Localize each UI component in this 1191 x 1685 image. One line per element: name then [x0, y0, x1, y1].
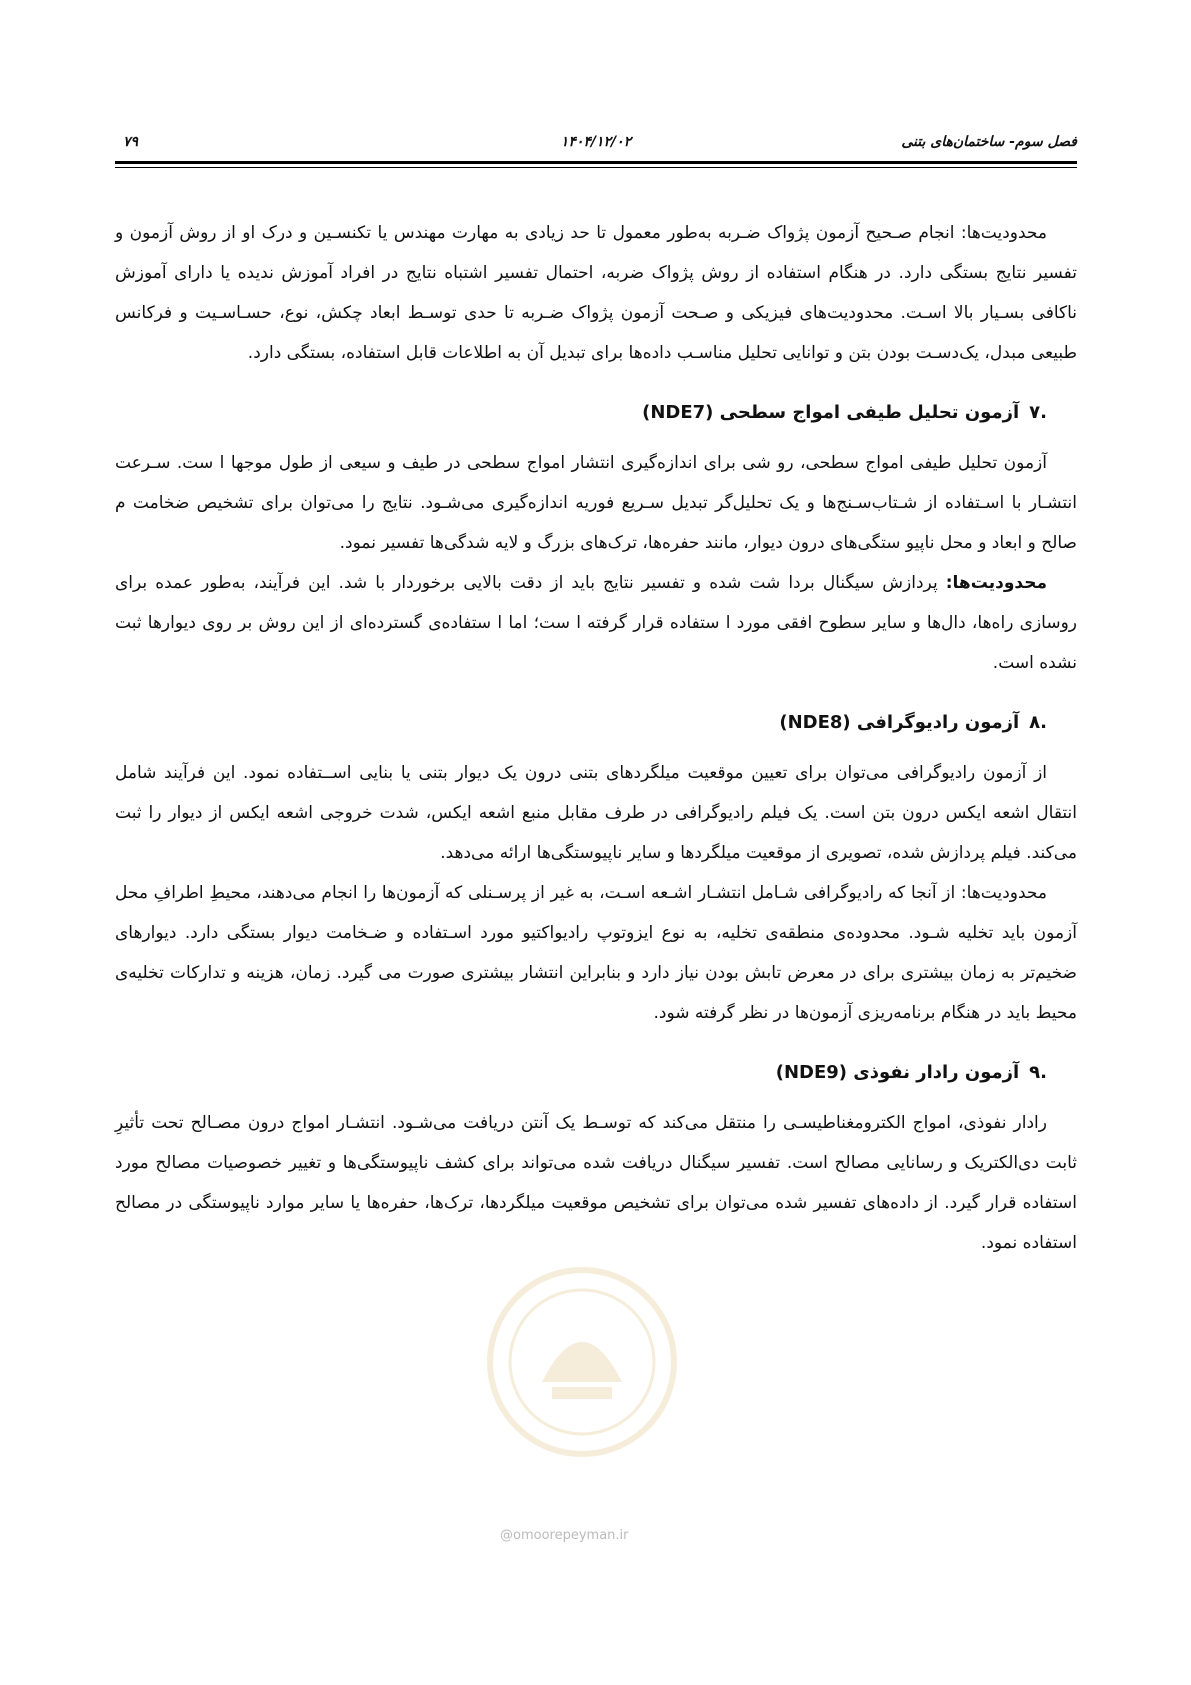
section-heading-nde7 [115, 393, 1047, 433]
watermark-text: @omoorepeyman.ir [500, 1528, 629, 1543]
page-number: ۷۹ [123, 134, 139, 150]
section-number: .۹ [1029, 1062, 1047, 1083]
section-heading-nde9 [115, 1053, 1047, 1093]
header-date: ۱۴۰۴/۱۲/۰۲ [560, 134, 632, 150]
watermark-logo [482, 1262, 682, 1462]
section-heading-nde8 [115, 703, 1047, 743]
section-number: .۷ [1029, 402, 1047, 423]
running-header [115, 130, 1077, 156]
paragraph-text: پردازش سیگنال بردا شت شده و تفسیر نتایج باید از دقت بالایی برخوردار با شد. این فرآیند، به‌طور عمده برای روسازی راه‌ها، دال‌ها و سایر سطوح افقی مورد ا ستفاده قرار گرفته ا ست؛ اما ا ستفاده‌ی گسترده‌ای از این روش بر روی دیوارها ثبت نشده است. [115, 573, 1077, 673]
section-title: آزمون تحلیل طیفی امواج سطحی (NDE7) [642, 402, 1020, 423]
header-rule-thick [115, 161, 1077, 164]
header-rule-thin [115, 167, 1077, 168]
section-title: آزمون رادار نفوذی (NDE9) [775, 1062, 1020, 1083]
section-title: آزمون رادیوگرافی (NDE8) [779, 712, 1020, 733]
paragraph-limitations-impact-echo: محدودیت‌ها: انجام صـحیح آزمون پژواک ضـربه به‌طور معمول تا حد زیادی به مهارت مهندس یا تکنسـین و درک او از روش آزمون و تفسیر نتایج بستگی دارد. در هنگام استفاده از روش پژواک ضربه، احتمال تفسیر اشتباه نتایج در افراد آموزش ندیده یا دارای آموزش ناکافی بسـیار بالا اسـت. محدودیت‌های فیزیکی و صـحت آزمون پژواک ضـربه تا حدی توسـط ابعاد چکش، نوع، حسـاسـیت و فرکانس طبیعی مبدل، یک‌دسـت بودن بتن و توانایی تحلیل مناسـب داده‌ها برای تبدیل آن به اطلاعات قابل استفاده، بستگی دارد. [115, 223, 1077, 363]
paragraph-sasw-description: آزمون تحلیل طیفی امواج سطحی، رو شی برای اندازه‌گیری انتشار امواج سطحی در طیف و سیعی از طول موجها ا ست. سـرعت انتشـار با اسـتفاده از شـتاب‌سـنج‌ها و یک تحلیل‌گر تبدیل سـریع فوریه اندازه‌گیری می‌شـود. نتایج را می‌توان برای تشخیص ضخامت م صالح و ابعاد و محل ناپیو ستگی‌های درون دیوار، مانند حفره‌ها، ترک‌های بزرگ و لایه شدگی‌ها تفسیر نمود. [115, 453, 1077, 553]
paragraph-sasw-limitations [115, 563, 1077, 683]
paragraph-radiography-limitations: محدودیت‌ها: از آنجا که رادیوگرافی شـامل انتشـار اشـعه اسـت، به غیر از پرسـنلی که آزمون‌ها را انجام می‌دهند، محیطِ اطرافِ محل آزمون باید تخلیه شـود. محدوده‌ی منطقه‌ی تخلیه، به نوع ایزوتوپ رادیواکتیو مورد اسـتفاده و ضـخامت دیوار بستگی دارد. دیوارهای ضخیم‌تر به زمان بیشتری برای در معرض تابش بودن نیاز دارد و بنابراین انتشار بیشتری صورت می گیرد. زمان، هزینه و تدارکات تخلیه‌ی محیط باید در هنگام برنامه‌ریزی آزمون‌ها در نظر گرفته شود. [115, 883, 1077, 1023]
bold-label: محدودیت‌ها: [945, 573, 1047, 593]
paragraph-radiography-description: از آزمون رادیوگرافی می‌توان برای تعیین موقعیت میلگردهای بتنی درون یک دیوار بتنی یا بنایی اســتفاده نمود. این فرآیند شامل انتقال اشعه ایکس درون بتن است. یک فیلم رادیوگرافی در طرف مقابل منبع اشعه ایکس، شدت خروجی اشعه ایکس از دیوار را ثبت می‌کند. فیلم پردازش شده، تصویری از موقعیت میلگردها و سایر ناپیوستگی‌ها ارائه می‌دهد. [115, 763, 1077, 863]
chapter-title: فصل سوم- ساختمان‌های بتنی [901, 134, 1077, 150]
body-content [115, 213, 1077, 1263]
section-number: .۸ [1029, 712, 1047, 733]
paragraph-gpr-description: رادار نفوذی، امواج الکترومغناطیسـی را منتقل می‌کند که توسـط یک آنتن دریافت می‌شـود. انتشـار امواج درون مصـالح تحت تأثیرِ ثابت دی‌الکتریک و رسانایی مصالح است. تفسیر سیگنال دریافت شده می‌تواند برای کشف ناپیوستگی‌ها و تغییر خصوصیات مصالح مورد استفاده قرار گیرد. از داده‌های تفسیر شده می‌توان برای تشخیص موقعیت میلگردها، ترک‌ها، حفره‌ها یا سایر موارد ناپیوستگی در مصالح استفاده نمود. [115, 1113, 1077, 1253]
